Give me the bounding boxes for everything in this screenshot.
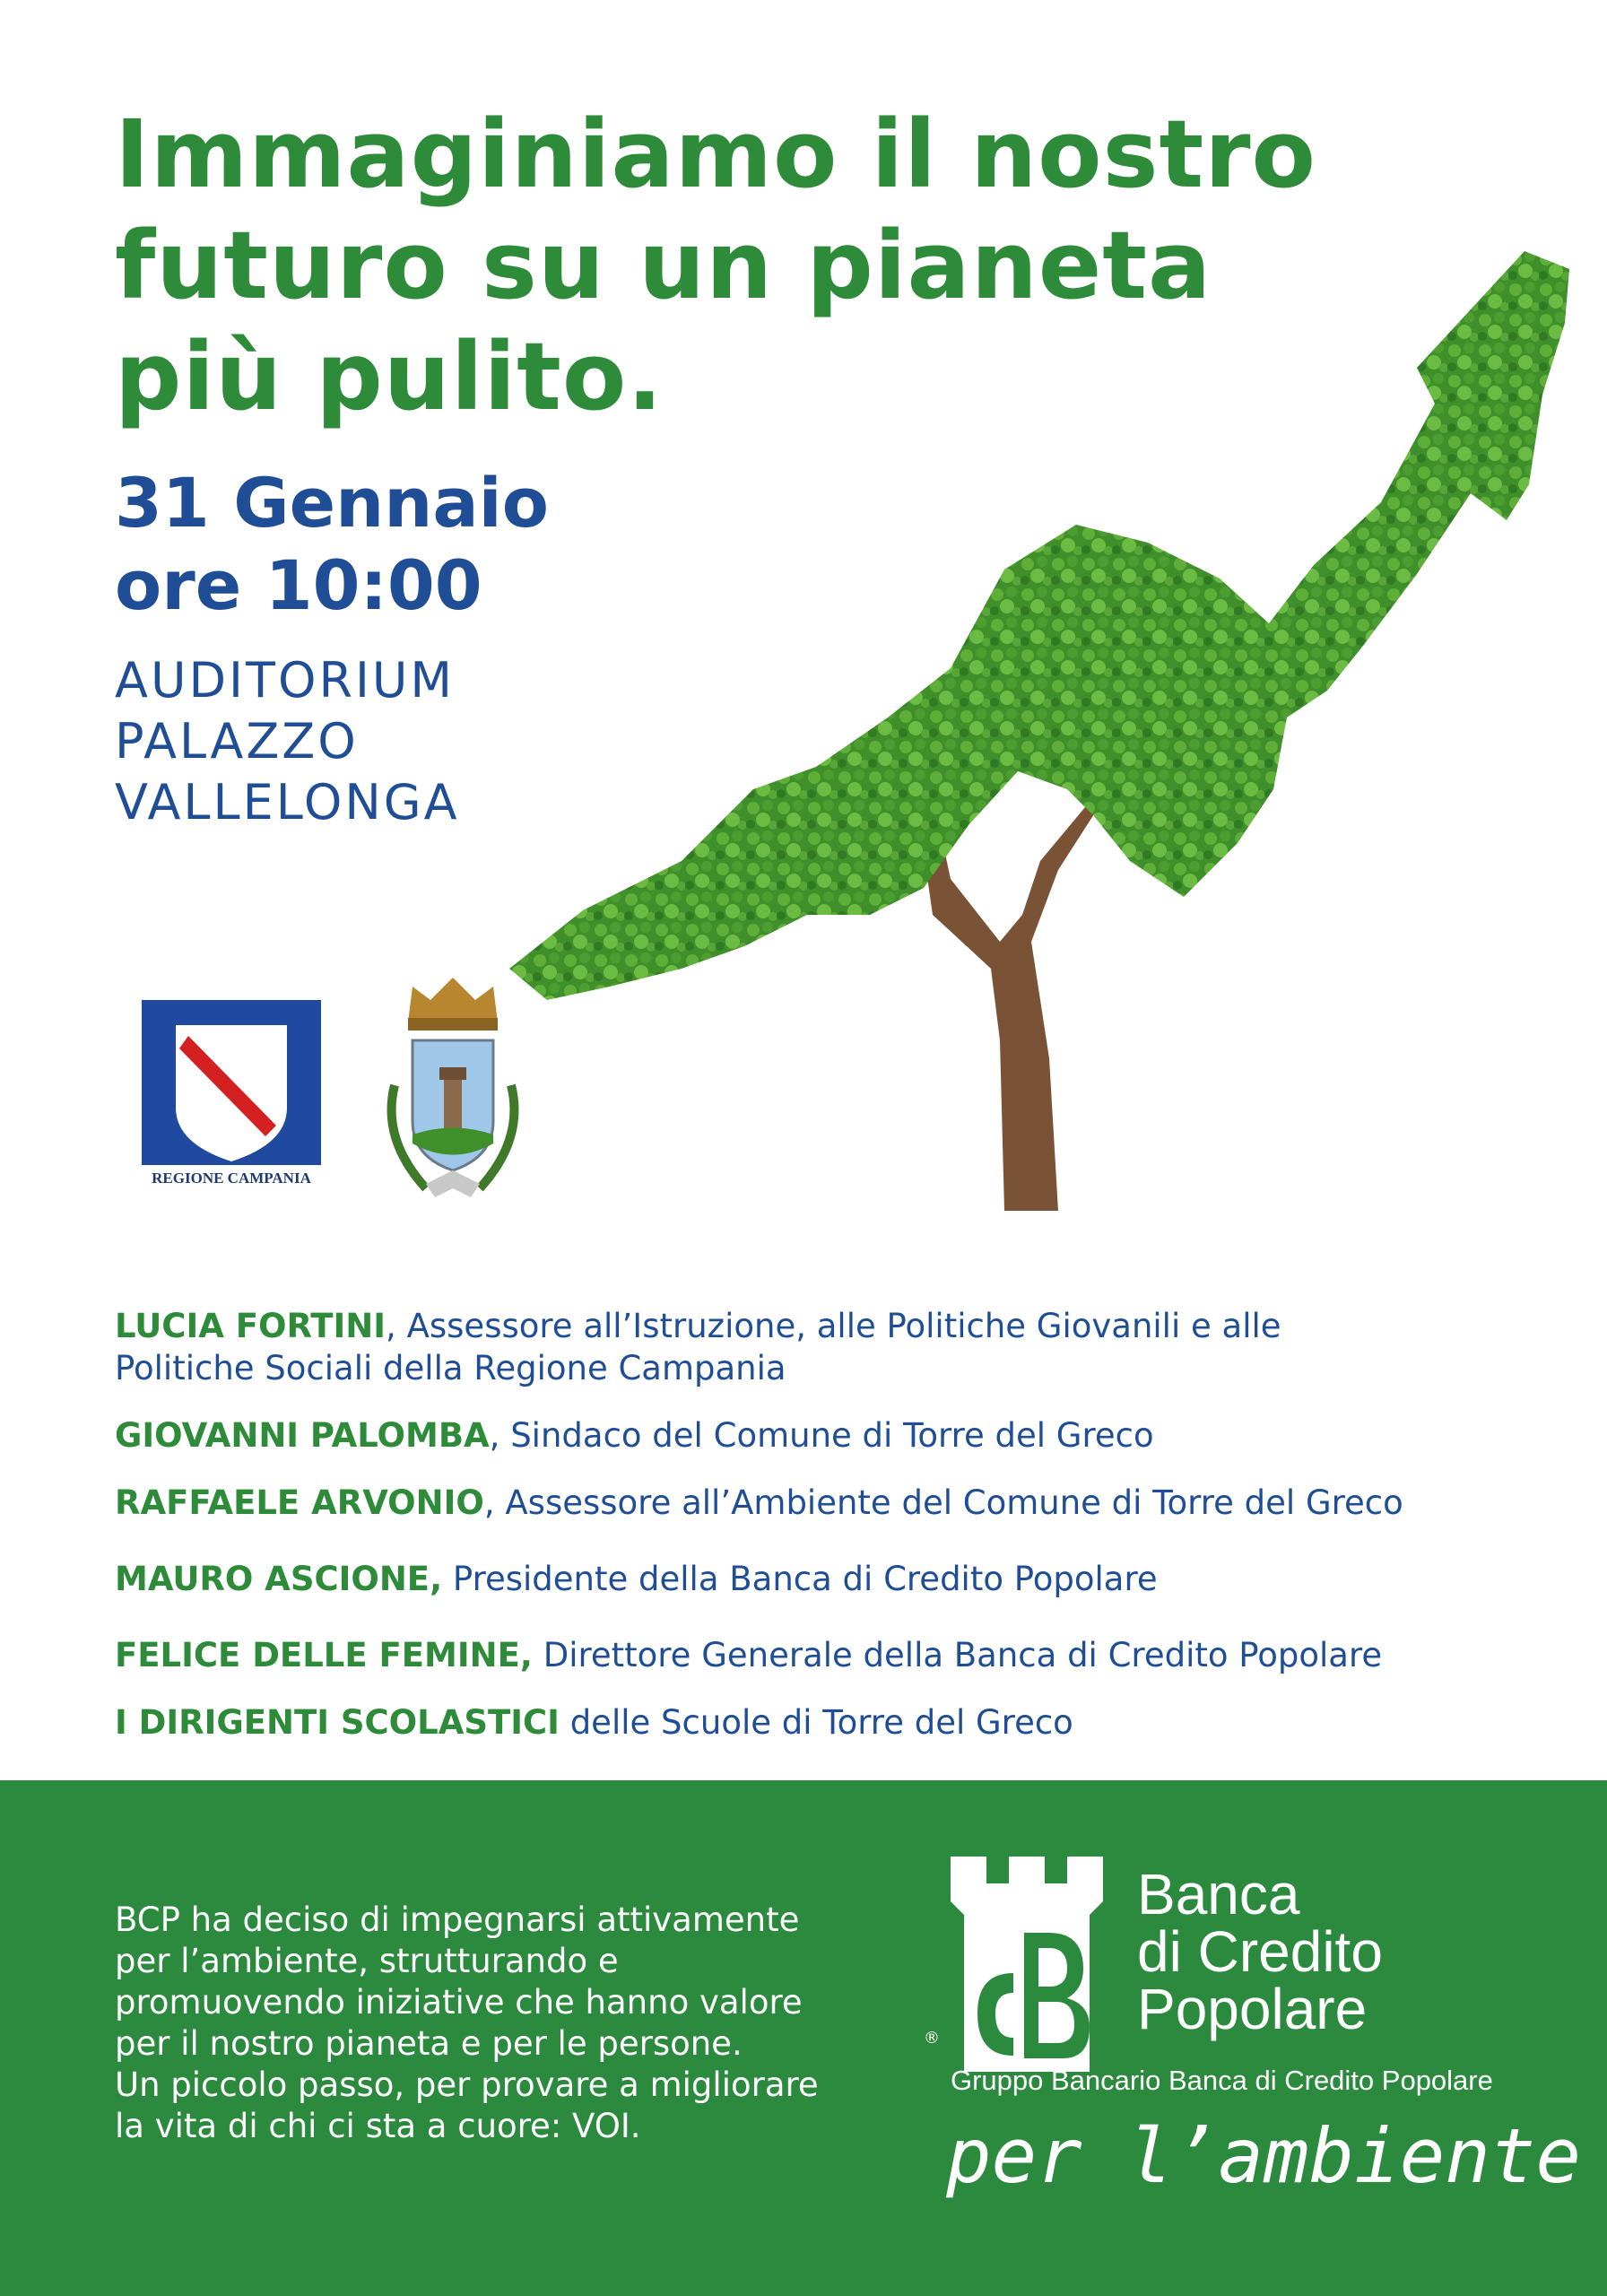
- bank-name-line-1: Banca: [1137, 1862, 1300, 1926]
- speaker-dirigenti-scolastici: [115, 1701, 1514, 1744]
- headline-line-2: futuro su un pianeta: [115, 211, 1212, 320]
- speaker-raffaele-arvonio: [115, 1482, 1514, 1524]
- tagline: per l’ambiente: [946, 2112, 1582, 2200]
- speaker-name: I DIRIGENTI SCOLASTICI: [115, 1703, 560, 1742]
- bank-name-line-2: di Credito: [1137, 1919, 1383, 1984]
- headline-line-3: più pulito.: [115, 322, 664, 431]
- speaker-lucia-fortini: [115, 1305, 1514, 1389]
- mission-statement: [115, 1900, 922, 2147]
- event-datetime: [115, 462, 549, 627]
- bank-name-line-3: Popolare: [1137, 1977, 1368, 2041]
- registered-mark: ®: [924, 2029, 940, 2048]
- speaker-role: delle Scuole di Torre del Greco: [559, 1703, 1073, 1742]
- speaker-role: Presidente della Banca di Credito Popolare: [442, 1560, 1158, 1598]
- mission-line: per il nostro pianeta e per le persone.: [115, 2024, 743, 2063]
- venue-line-2: PALAZZO: [115, 713, 359, 770]
- venue-line-3: VALLELONGA: [115, 774, 460, 831]
- speaker-name: RAFFAELE ARVONIO: [115, 1483, 484, 1522]
- arrow-tree-illustration: [502, 251, 1578, 1229]
- event-date: 31 Gennaio: [115, 463, 549, 543]
- speaker-role-continued: Politiche Sociali della Regione Campania: [115, 1349, 786, 1387]
- speaker-role: Direttore Generale della Banca di Credito Popolare: [532, 1636, 1383, 1674]
- bcp-tower-logo: [924, 1848, 1130, 2074]
- speaker-name: FELICE DELLE FEMINE,: [115, 1636, 533, 1674]
- speaker-felice-delle-femine: [115, 1634, 1514, 1676]
- speaker-name: GIOVANNI PALOMBA: [115, 1416, 490, 1455]
- mission-line: la vita di chi ci sta a cuore: VOI.: [115, 2107, 641, 2145]
- event-venue: [115, 650, 460, 833]
- speaker-role: , Assessore all’Ambiente del Comune di Torre del Greco: [483, 1483, 1403, 1522]
- mission-line: per l’ambiente, strutturando e: [115, 1942, 619, 1980]
- bank-name: [1137, 1862, 1383, 2041]
- speaker-giovanni-palomba: [115, 1414, 1514, 1457]
- torre-del-greco-crest: [372, 969, 534, 1211]
- speaker-role: , Sindaco del Comune di Torre del Greco: [489, 1416, 1154, 1455]
- speaker-mauro-ascione: [115, 1558, 1514, 1600]
- speakers-list: [115, 1305, 1514, 1769]
- headline-line-1: Immaginiamo il nostro: [115, 100, 1316, 209]
- speaker-name: LUCIA FORTINI: [115, 1307, 387, 1345]
- mission-line: Un piccolo passo, per provare a migliorare: [115, 2066, 819, 2104]
- event-time: ore 10:00: [115, 545, 482, 625]
- speaker-role: , Assessore all’Istruzione, alle Politiche Giovanili e alle: [386, 1307, 1281, 1345]
- mission-line: promuovendo iniziative che hanno valore: [115, 1983, 803, 2022]
- speaker-name: MAURO ASCIONE,: [115, 1560, 443, 1598]
- regione-campania-label: REGIONE CAMPANIA: [152, 1170, 311, 1187]
- mission-line: BCP ha deciso di impegnarsi attivamente: [115, 1900, 800, 1939]
- venue-line-1: AUDITORIUM: [115, 652, 456, 709]
- regione-campania-logo: [142, 1000, 321, 1190]
- bank-group-name: Gruppo Bancario Banca di Credito Popolare: [951, 2065, 1493, 2096]
